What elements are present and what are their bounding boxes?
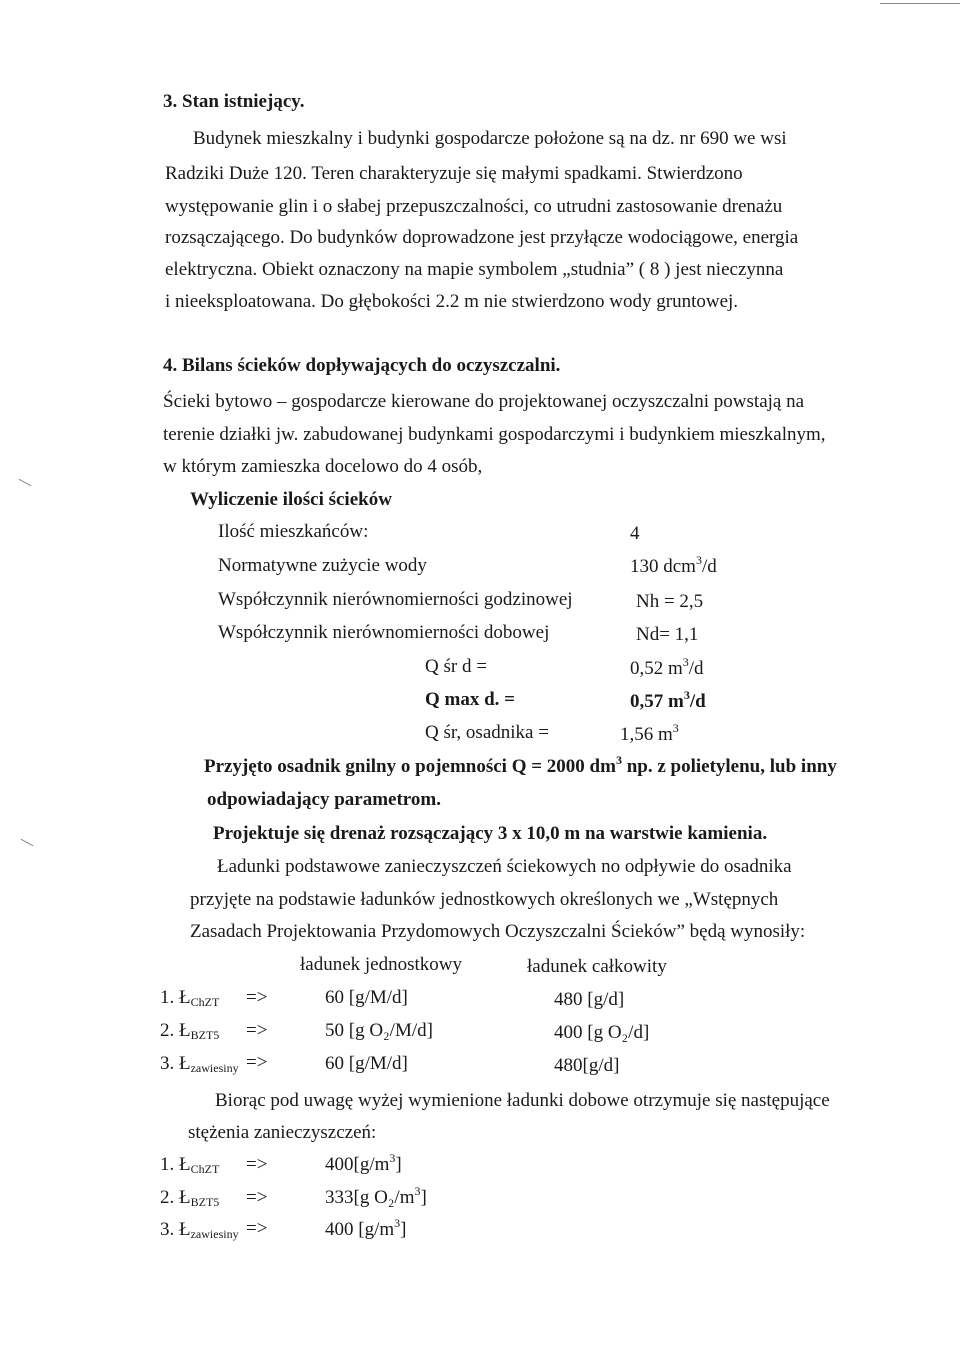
drainage-line: Projektuje się drenaż rozsączający 3 x 10,0 m na warstwie kamienia. xyxy=(213,823,768,844)
conc-row-1-arrow: => xyxy=(246,1154,268,1175)
scan-mark-left-1 xyxy=(19,479,32,486)
section-3-line-6: i nieeksploatowana. Do głębokości 2.2 m nie stwierdzono wody gruntowej. xyxy=(165,291,739,312)
scan-mark-left-2 xyxy=(21,839,34,846)
load-row-3-symbol: 3. $Ł_{zawiesiny}$ xyxy=(160,1053,239,1075)
adopted-tank-line-2: odpowiadający parametrom. xyxy=(207,789,441,810)
loads-header-total: ładunek całkowity xyxy=(527,956,667,977)
calc-value-q-max-day: 0,57 $m^3/d$ xyxy=(630,688,706,712)
loads-header-unit: ładunek jednostkowy xyxy=(300,954,463,975)
conc-row-2-arrow: => xyxy=(246,1187,268,1208)
calc-value-q-avg-day: 0,52 $m^3/d$ xyxy=(630,655,704,679)
load-row-1-arrow: => xyxy=(246,987,268,1008)
section-4-heading: 4. Bilans ścieków dopływających do oczyszczalni. xyxy=(163,355,561,376)
load-row-1-symbol: 1. $Ł_{ChZT}$ xyxy=(160,987,220,1009)
conc-row-3-arrow: => xyxy=(246,1218,268,1239)
section-4-line-2: terenie działki jw. zabudowanej budynkami gospodarczymi i budynkiem mieszkalnym, xyxy=(163,424,826,445)
calc-label-q-max-day: Q max d. = xyxy=(425,689,515,710)
calc-label-water-use: Normatywne zużycie wody xyxy=(218,555,427,576)
conc-row-3-symbol: 3. $Ł_{zawiesiny}$ xyxy=(160,1219,239,1241)
calc-label-q-settler: Q śr, osadnika = xyxy=(425,722,549,743)
conc-intro-line-2: stężenia zanieczyszczeń: xyxy=(188,1122,377,1143)
conc-row-1-symbol: 1. $Ł_{ChZT}$ xyxy=(160,1154,220,1176)
load-row-1-unit: 60 [g/M/d] xyxy=(325,987,408,1008)
conc-row-2-value: 333[g $O_2/m^3$] xyxy=(325,1184,427,1208)
section-4-line-1: Ścieki bytowo – gospodarcze kierowane do projektowanej oczyszczalni powstają na xyxy=(163,391,805,412)
adopted-tank-line-1: Przyjęto osadnik gnilny o pojemności Q = 2000 $dm^3$ np. z polietylenu, lub inny xyxy=(204,753,837,777)
section-3-line-5: elektryczna. Obiekt oznaczony na mapie symbolem „studnia” ( 8 ) jest nieczynna xyxy=(165,259,784,280)
scan-mark-top-right xyxy=(880,3,960,4)
loads-intro-line-3: Zasadach Projektowania Przydomowych Oczyszczalni Ścieków” będą wynosiły: xyxy=(190,921,806,942)
calc-heading: Wyliczenie ilości ścieków xyxy=(190,489,392,510)
load-row-2-unit: 50 [g O₂/M/d] xyxy=(325,1020,433,1041)
conc-intro-line-1: Biorąc pod uwagę wyżej wymienione ładunki dobowe otrzymuje się następujące xyxy=(215,1090,830,1111)
calc-value-residents: 4 xyxy=(630,523,640,544)
section-3-line-1: Budynek mieszkalny i budynki gospodarcze położone są na dz. nr 690 we wsi xyxy=(193,128,787,149)
load-row-2-total: 400 [g O₂/d] xyxy=(554,1022,650,1043)
section-3-heading: 3. Stan istniejący. xyxy=(163,91,305,112)
load-row-3-arrow: => xyxy=(246,1052,268,1073)
load-row-2-arrow: => xyxy=(246,1020,268,1041)
calc-label-hourly-coef: Współczynnik nierównomierności godzinowej xyxy=(218,589,573,610)
section-3-line-4: rozsączającego. Do budynków doprowadzone jest przyłącze wodociągowe, energia xyxy=(165,227,799,248)
section-3-line-3: występowanie glin i o słabej przepuszczalności, co utrudni zastosowanie drenażu xyxy=(165,196,783,217)
conc-row-2-symbol: 2. $Ł_{BZT5}$ xyxy=(160,1187,220,1209)
calc-label-residents: Ilość mieszkańców: xyxy=(218,521,369,542)
loads-intro-line-1: Ładunki podstawowe zanieczyszczeń ściekowych no odpływie do osadnika xyxy=(217,856,792,877)
section-4-line-3: w którym zamieszka docelowo do 4 osób, xyxy=(163,456,483,477)
calc-value-q-settler: 1,56 $m^3$ xyxy=(620,721,679,745)
load-row-2-symbol: 2. $Ł_{BZT5}$ xyxy=(160,1020,220,1042)
calc-value-hourly-coef: Nh = 2,5 xyxy=(636,591,704,612)
section-3-line-2: Radziki Duże 120. Teren charakteryzuje się małymi spadkami. Stwierdzono xyxy=(165,163,743,184)
calc-label-q-avg-day: Q śr d = xyxy=(425,656,487,677)
loads-intro-line-2: przyjęte na podstawie ładunków jednostkowych określonych we „Wstępnych xyxy=(190,889,779,910)
conc-row-3-value: 400 $[g/m^3]$ xyxy=(325,1216,407,1240)
calc-value-daily-coef: Nd= 1,1 xyxy=(636,624,699,645)
load-row-3-unit: 60 [g/M/d] xyxy=(325,1053,408,1074)
load-row-3-total: 480[g/d] xyxy=(554,1055,620,1076)
calc-label-daily-coef: Współczynnik nierównomierności dobowej xyxy=(218,622,550,643)
load-row-1-total: 480 [g/d] xyxy=(554,989,625,1010)
conc-row-1-value: $400[g/m^3]$ xyxy=(325,1151,402,1175)
calc-value-water-use: 130 dcm$^3$/d xyxy=(630,553,717,577)
